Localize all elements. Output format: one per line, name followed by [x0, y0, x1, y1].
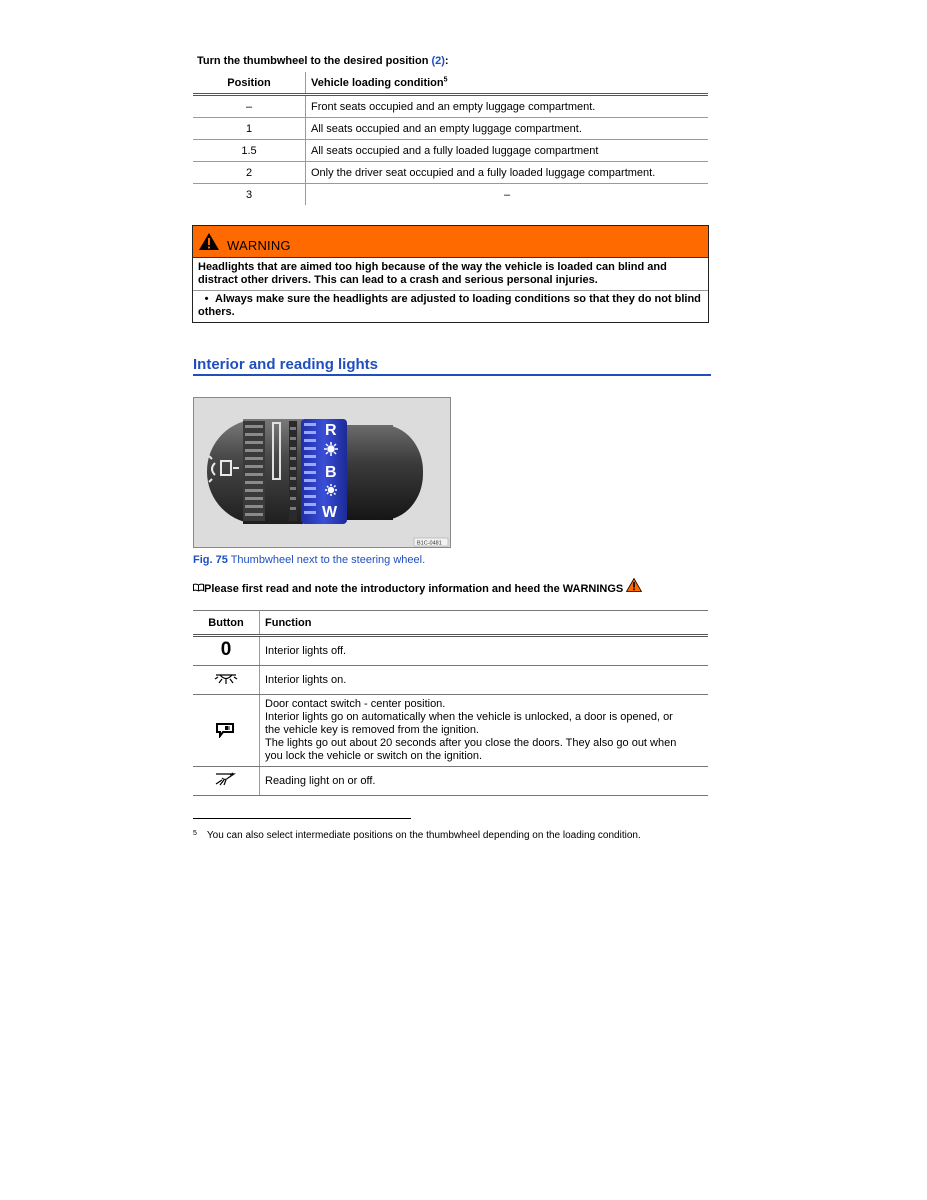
figure-code: B1C-0481: [417, 540, 442, 547]
function-cell: [260, 695, 709, 767]
door-contact-icon: [214, 729, 238, 741]
table-row: [193, 636, 708, 666]
book-icon[interactable]: [193, 583, 204, 595]
footnote-text: You can also select intermediate positions on the thumbwheel depending on the loading condition.: [206, 830, 641, 841]
warning-title: WARNING: [227, 238, 291, 253]
button-cell: [193, 636, 260, 666]
position-cell: 1: [193, 118, 306, 140]
warning-box: [192, 225, 709, 323]
figure-reference-link[interactable]: (2): [431, 55, 445, 67]
table-row: [193, 95, 708, 118]
position-cell: 2: [193, 162, 306, 184]
condition-cell: All seats occupied and an empty luggage compartment.: [306, 118, 709, 140]
footnote-divider: [193, 818, 411, 819]
function-line: The lights go out about 20 seconds after you close the doors. They also go out when: [265, 737, 677, 749]
footnote-mark[interactable]: 5: [443, 75, 448, 83]
figure-caption: [193, 554, 425, 566]
figure-caption-text: Thumbwheel next to the steering wheel.: [227, 554, 426, 566]
intro-note-text: Please first read and note the introductory information and heed the WARNINGS: [204, 583, 624, 595]
table-row: [193, 767, 708, 796]
intro-instruction: [197, 55, 449, 67]
intro-text: Turn the thumbwheel to the desired position: [197, 55, 432, 67]
thumbwheel-figure: [193, 397, 451, 548]
header-button: Button: [208, 616, 244, 629]
position-cell: –: [193, 95, 306, 118]
function-line: the vehicle key is removed from the ignition.: [265, 724, 479, 736]
table-row: [193, 184, 708, 206]
function-line: Interior lights go on automatically when the vehicle is unlocked, a door is opened, or: [265, 711, 673, 723]
header-position: Position: [227, 76, 271, 89]
position-cell: 1.5: [193, 140, 306, 162]
function-cell: Interior lights on.: [260, 666, 709, 695]
function-line: Door contact switch - center position.: [265, 698, 446, 710]
warning-bullet-text: Always make sure the headlights are adjusted to loading conditions so that they do not blind others.: [198, 293, 701, 318]
header-condition-label: Vehicle loading condition: [311, 76, 444, 89]
table-header-row: [193, 611, 708, 636]
button-cell: [193, 695, 260, 767]
figure-caption-label[interactable]: Fig. 75: [193, 554, 228, 566]
button-function-table: [193, 610, 708, 796]
intro-colon: :: [444, 55, 449, 67]
section-divider: [193, 374, 711, 376]
footnote: [193, 830, 641, 841]
dome-light-icon: [214, 676, 238, 688]
table-header-row: [193, 72, 708, 95]
warning-body: [193, 258, 708, 322]
table-row: [193, 695, 708, 767]
function-line: you lock the vehicle or switch on the ignition.: [265, 750, 483, 762]
warning-triangle-icon: [198, 232, 220, 256]
footnote-number: 5: [193, 830, 197, 837]
function-cell: Reading light on or off.: [260, 767, 709, 796]
warning-text: Headlights that are aimed too high because of the way the vehicle is loaded can blind and distract other drivers. This can lead to a crash and serious personal injuries.: [198, 261, 667, 286]
wheel-letter-b: B: [325, 464, 337, 481]
condition-cell: Only the driver seat occupied and a fully loaded luggage compartment.: [306, 162, 709, 184]
intro-note: [193, 578, 642, 595]
function-cell: Interior lights off.: [260, 636, 709, 666]
wheel-letter-r: R: [325, 422, 337, 439]
warning-header: [193, 226, 708, 258]
reading-light-icon: [214, 777, 238, 789]
condition-cell: All seats occupied and a fully loaded luggage compartment: [306, 140, 709, 162]
bullet-icon: •: [204, 293, 209, 305]
warning-small-icon[interactable]: [626, 583, 642, 595]
table-row: [193, 140, 708, 162]
table-row: [193, 666, 708, 695]
table-row: [193, 162, 708, 184]
condition-cell: –: [306, 184, 709, 206]
loading-condition-table: [193, 72, 708, 205]
position-cell: 3: [245, 188, 253, 201]
warning-divider: [193, 290, 708, 291]
button-cell: [193, 666, 260, 695]
table-row: [193, 118, 708, 140]
condition-cell: Front seats occupied and an empty luggage compartment.: [306, 95, 709, 118]
button-cell: [193, 767, 260, 796]
warning-bullet: [198, 293, 703, 319]
section-title: Interior and reading lights: [193, 356, 379, 373]
header-condition: [306, 72, 709, 95]
off-zero-icon: 0: [220, 639, 232, 660]
wheel-letter-w: W: [322, 504, 338, 521]
header-function: Function: [260, 611, 709, 636]
sun-symbol-icon: [324, 442, 338, 456]
